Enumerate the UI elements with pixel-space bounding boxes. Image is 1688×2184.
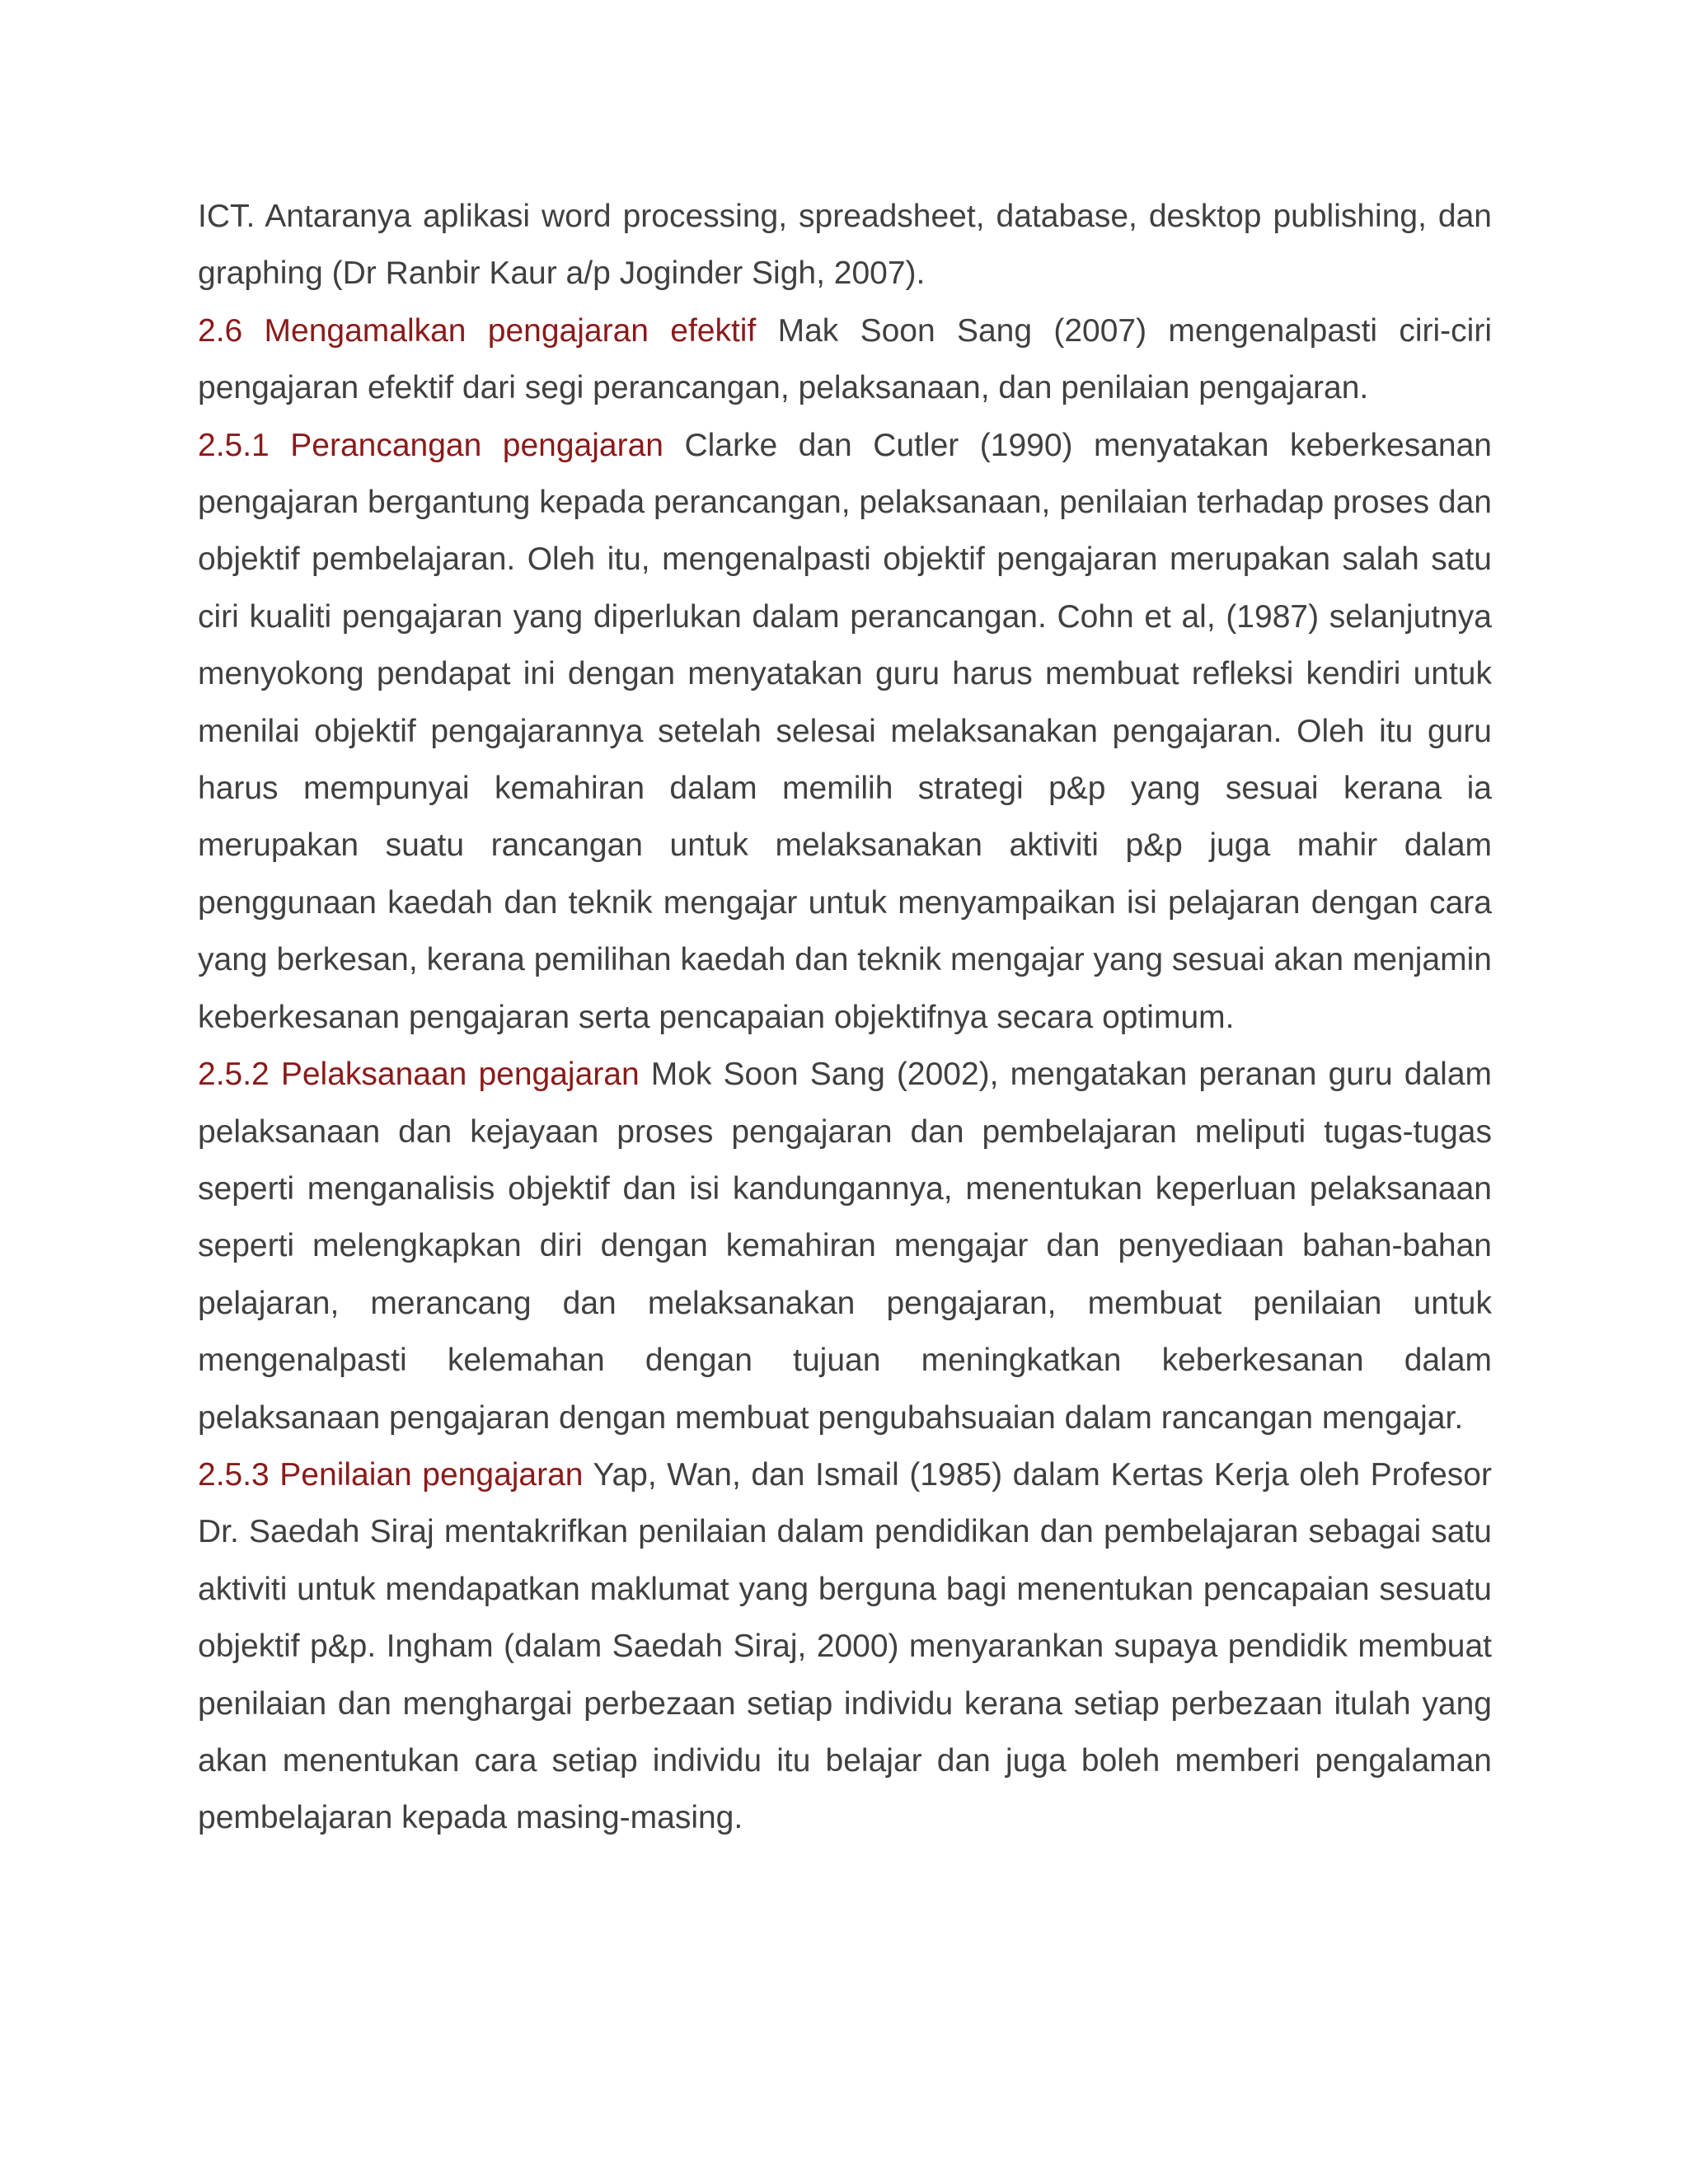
section-heading: 2.5.1 Perancangan pengajaran xyxy=(198,427,663,463)
paragraph-ict-applications xyxy=(198,188,1492,302)
section-heading: 2.5.3 Penilaian pengajaran xyxy=(198,1456,584,1493)
section-2-5-1 xyxy=(198,417,1492,1046)
paragraph-body: ICT. Antaranya aplikasi word processing, spreadsheet, database, desktop publishing, dan graphing (Dr Ranbir Kaur a/p Joginder Sigh, 2007). xyxy=(198,199,1492,292)
section-heading: 2.5.2 Pelaksanaan pengajaran xyxy=(198,1057,640,1093)
paragraph-body: Mok Soon Sang (2002), mengatakan peranan guru dalam pelaksanaan dan kejayaan proses pengajaran dan pembelajaran meliputi tugas-tugas seperti menganalisis objektif dan isi kandungannya, menentukan keperluan pelaksanaan seperti melengkapkan diri dengan kemahiran mengajar dan penyediaan bahan-bahan pelajaran, merancang dan melaksanakan pengajaran, membuat penilaian untuk mengenalpasti kelemahan dengan tujuan meningkatkan keberkesanan dalam pelaksanaan pengajaran dengan membuat pengubahsuaian dalam rancangan mengajar. xyxy=(198,1057,1492,1436)
paragraph-body: Clarke dan Cutler (1990) menyatakan keberkesanan pengajaran bergantung kepada perancangan, pelaksanaan, penilaian terhadap proses dan objektif pembelajaran. Oleh itu, mengenalpasti objektif pengajaran merupakan salah satu ciri kualiti pengajaran yang diperlukan dalam perancangan. Cohn et al, (1987) selanjutnya menyokong pendapat ini dengan menyatakan guru harus membuat refleksi kendiri untuk menilai objektif pengajarannya setelah selesai melaksanakan pengajaran. Oleh itu guru harus mempunyai kemahiran dalam memilih strategi p&p yang sesuai kerana ia merupakan suatu rancangan untuk melaksanakan aktiviti p&p juga mahir dalam penggunaan kaedah dan teknik mengajar untuk menyampaikan isi pelajaran dengan cara yang berkesan, kerana pemilihan kaedah dan teknik mengajar yang sesuai akan menjamin keberkesanan pengajaran serta pencapaian objektifnya secara optimum. xyxy=(198,427,1492,1035)
section-2-5-3 xyxy=(198,1446,1492,1847)
section-2-6 xyxy=(198,302,1492,417)
section-heading: 2.6 Mengamalkan pengajaran efektif xyxy=(198,312,757,349)
paragraph-body: Mak Soon Sang (2007) mengenalpasti ciri-ciri pengajaran efektif dari segi perancangan, pelaksanaan, dan penilaian pengajaran. xyxy=(198,312,1492,406)
paragraph-body: Yap, Wan, dan Ismail (1985) dalam Kertas Kerja oleh Profesor Dr. Saedah Siraj mentakrifkan penilaian dalam pendidikan dan pembelajaran sebagai satu aktiviti untuk mendapatkan maklumat yang berguna bagi menentukan pencapaian sesuatu objektif p&p. Ingham (dalam Saedah Siraj, 2000) menyarankan supaya pendidik membuat penilaian dan menghargai perbezaan setiap individu kerana setiap perbezaan itulah yang akan menentukan cara setiap individu itu belajar dan juga boleh memberi pengalaman pembelajaran kepada masing-masing. xyxy=(198,1456,1492,1836)
document-page xyxy=(198,188,1492,1847)
section-2-5-2 xyxy=(198,1046,1492,1446)
